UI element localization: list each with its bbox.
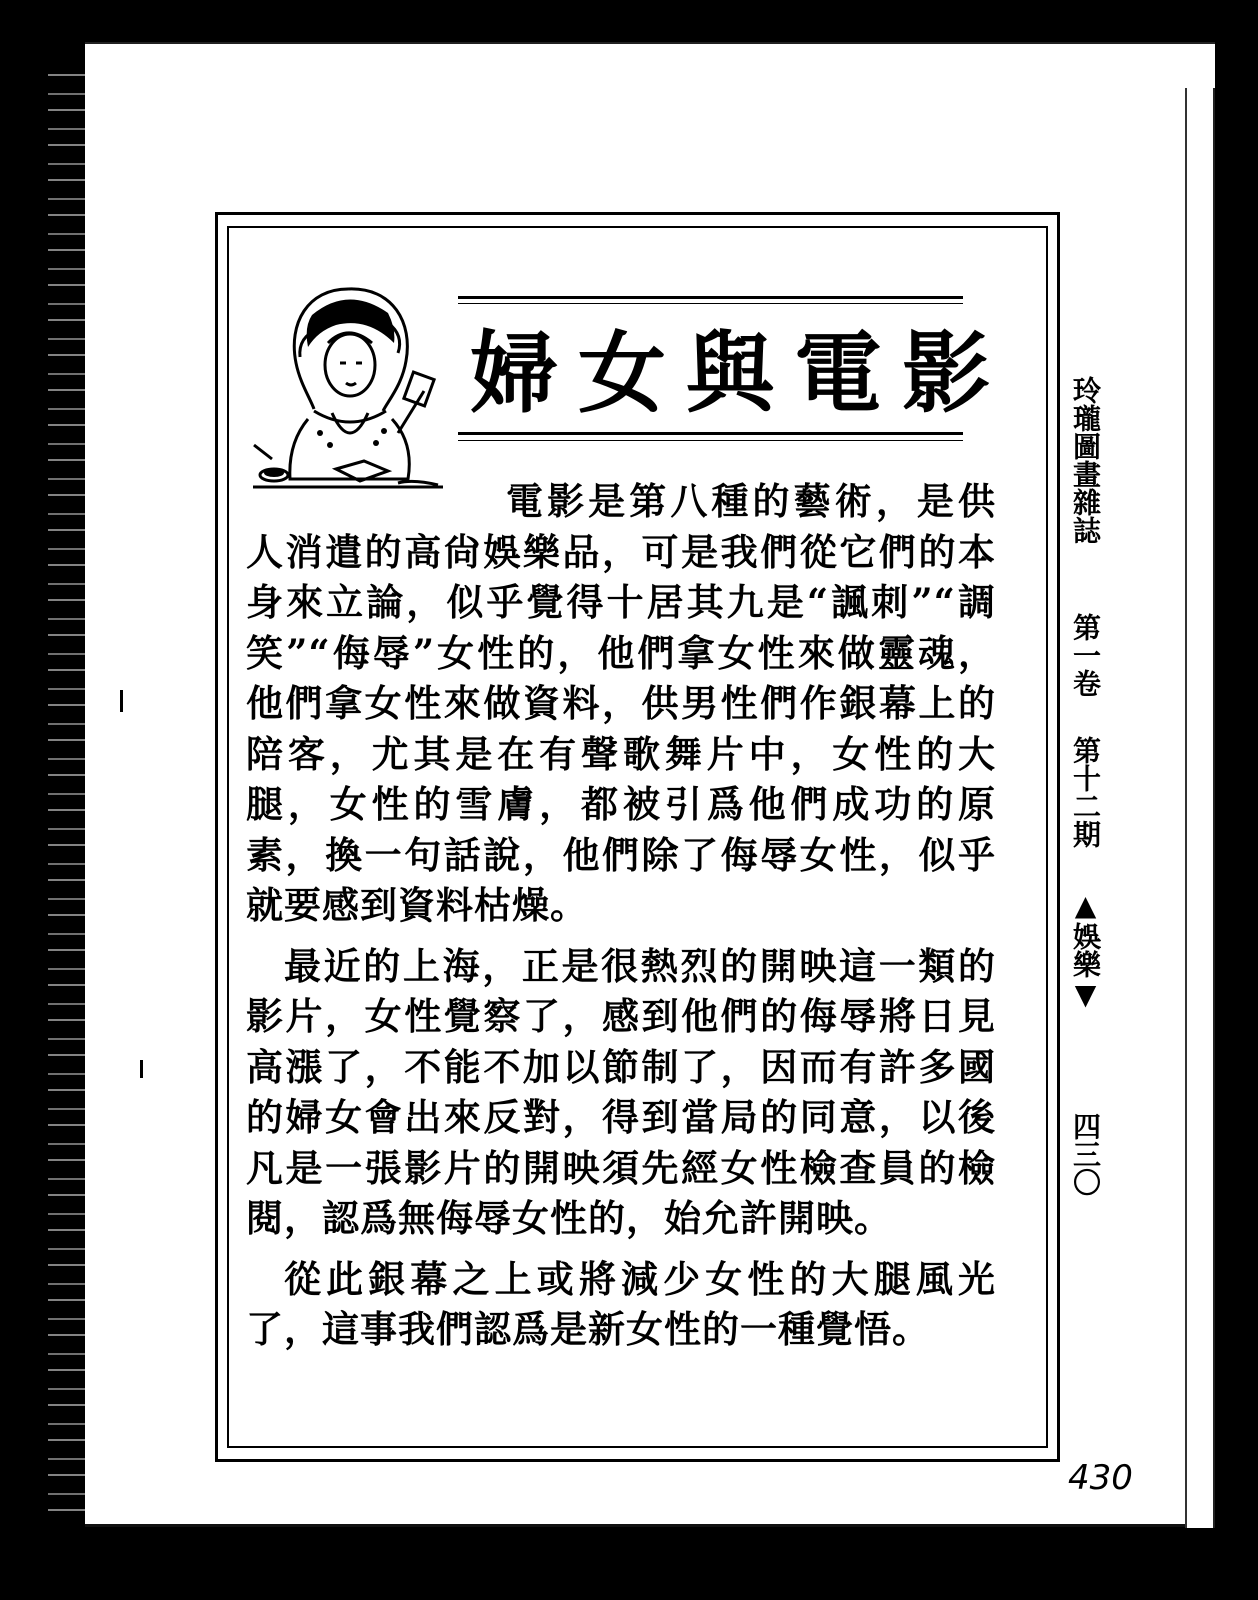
page-edge (1185, 88, 1215, 1528)
article-paragraph-3: 從此銀幕之上或將減少女性的大腿風光了，這事我們認爲是新女性的一種覺悟。 (246, 1256, 996, 1351)
title-rule-top (458, 296, 963, 299)
magazine-name: 玲瓏圖畫雜誌 (1069, 376, 1102, 544)
article-paragraph-1: 電影是第八種的藝術，是供人消遣的高尙娛樂品，可是我們從它們的本身來立論，似乎覺得十居其九是“諷刺”“調笑”“侮辱”女性的，他們拿女性來做靈魂，他們拿女性來做資料，供男性們作銀幕上的陪客，尤其是在有聲歌舞片中，女性的大腿，女性的雪膚，都被引爲他們成功的原素，換一句話說，他們除了侮辱女性，似乎就要感到資料枯燥。 (246, 479, 996, 927)
article-paragraph-2: 最近的上海，正是很熱烈的開映這一類的影片，女性覺察了，感到他們的侮辱將日見高漲了，不能不加以節制了，因而有許多國的婦女會出來反對，得到當局的同意，以後凡是一張影片的開映須先經女性檢查員的檢閱，認爲無侮辱女性的，始允許開映。 (246, 943, 996, 1240)
article-title: 婦女與電影 (470, 321, 1011, 425)
title-rule-top-thin (458, 303, 963, 304)
article-body (246, 476, 996, 1365)
section-label: ▲娛樂▼ (1069, 889, 1102, 1011)
title-rule-bottom (458, 432, 963, 435)
title-rule-bottom-thin (458, 440, 963, 441)
margin-mark (140, 1060, 143, 1078)
running-header (1063, 355, 1107, 1204)
page-number: 四三〇 (1069, 1112, 1102, 1196)
handwritten-page-number: 430 (1068, 1458, 1133, 1498)
volume-label: 第一卷 (1069, 612, 1102, 697)
woman-writing-illustration (248, 283, 448, 498)
issue-label: 第十二期 (1069, 736, 1102, 848)
margin-mark (120, 690, 123, 712)
